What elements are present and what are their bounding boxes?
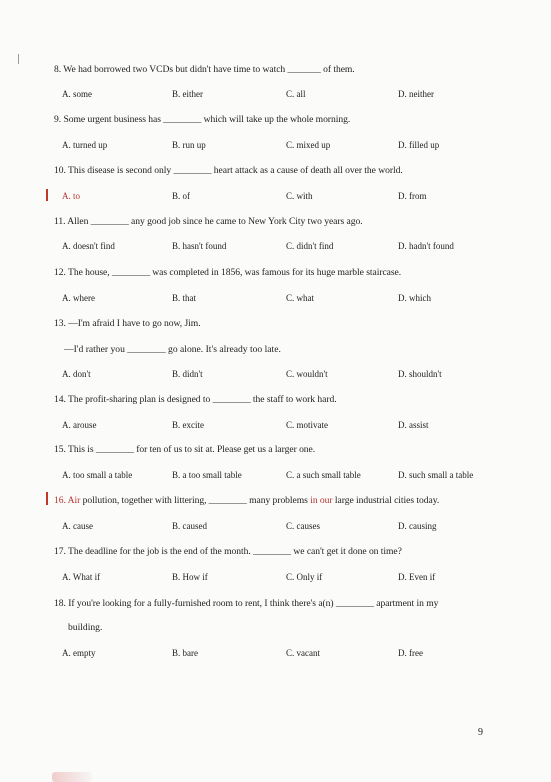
option-a: A. arouse [62,420,97,430]
question-16-text-end: large industrial cities today. [332,495,440,506]
question-12-options [62,293,532,305]
question-18-stem: 18. If you're looking for a fully-furnished room to rent, I think there's a(n) ________ apartment in my [54,598,439,609]
option-c: C. wouldn't [286,369,328,379]
red-annotation-mark [46,189,48,201]
red-annotation-mark [46,492,48,505]
question-8-options [62,89,532,101]
option-c: C. with [286,191,313,201]
option-d: D. from [398,191,427,201]
option-d: D. free [398,648,423,658]
question-11-options [62,241,532,253]
option-c: C. a such small table [286,470,361,480]
option-b: B. caused [172,521,207,531]
option-b: B. excite [172,420,204,430]
option-d: D. which [398,293,431,303]
question-16-stem [54,495,439,506]
margin-mark [18,54,19,64]
option-d: D. assist [398,420,429,430]
option-c: C. all [286,89,306,99]
option-a: A. too small a table [62,470,133,480]
question-13-continuation: —I'd rather you ________ go alone. It's already too late. [64,344,281,355]
question-16-text: pollution, together with littering, ________ many problems [80,495,311,506]
option-d: D. such small a table [398,470,474,480]
question-10-options [62,191,532,203]
question-9-options [62,140,532,152]
option-c: C. didn't find [286,241,334,251]
question-14-options [62,420,532,432]
question-17-options [62,572,532,584]
option-c: C. vacant [286,648,320,658]
question-13-options [62,369,532,381]
option-a: A. to [62,191,80,201]
question-14-stem: 14. The profit-sharing plan is designed to ________ the staff to work hard. [54,394,337,405]
question-11-stem: 11. Allen ________ any good job since he came to New York City two years ago. [54,216,363,227]
corner-smudge [52,772,92,782]
option-a: A. turned up [62,140,108,150]
option-b: B. bare [172,648,198,658]
option-d: D. shouldn't [398,369,442,379]
question-13-stem: 13. —I'm afraid I have to go now, Jim. [54,318,201,329]
option-d: D. Even if [398,572,436,582]
question-18-options [62,648,532,660]
option-b: B. run up [172,140,206,150]
question-12-stem: 12. The house, ________ was completed in 1856, was famous for its huge marble staircase. [54,267,402,278]
page-number: 9 [478,727,483,738]
option-a: A. What if [62,572,101,582]
option-c: C. what [286,293,314,303]
question-16-highlight: in our [310,495,333,506]
option-b: B. that [172,293,196,303]
option-d: D. hadn't found [398,241,454,251]
option-a: A. some [62,89,92,99]
question-17-stem: 17. The deadline for the job is the end of the month. ________ we can't get it done on time? [54,546,402,557]
option-d: D. filled up [398,140,440,150]
option-b: B. a too small table [172,470,242,480]
option-b: B. hasn't found [172,241,227,251]
option-a: A. don't [62,369,91,379]
option-c: C. Only if [286,572,323,582]
option-a: A. empty [62,648,96,658]
option-b: B. either [172,89,203,99]
option-c: C. mixed up [286,140,331,150]
question-16-number: 16. Air [54,495,81,506]
option-b: B. didn't [172,369,203,379]
option-a: A. doesn't find [62,241,115,251]
option-b: B. How if [172,572,208,582]
question-16-options [62,521,532,533]
question-9-stem: 9. Some urgent business has ________ which will take up the whole morning. [54,114,351,125]
option-d: D. neither [398,89,434,99]
option-a: A. cause [62,521,93,531]
option-a: A. where [62,293,95,303]
question-15-stem: 15. This is ________ for ten of us to sit at. Please get us a larger one. [54,444,316,455]
option-c: C. motivate [286,420,328,430]
option-c: C. causes [286,521,320,531]
question-18-continuation: building. [68,622,103,633]
option-d: D. causing [398,521,437,531]
option-b: B. of [172,191,190,201]
question-8-stem: 8. We had borrowed two VCDs but didn't have time to watch _______ of them. [54,64,355,75]
question-15-options [62,470,532,482]
question-10-stem: 10. This disease is second only ________ heart attack as a cause of death all over the world. [54,165,403,176]
